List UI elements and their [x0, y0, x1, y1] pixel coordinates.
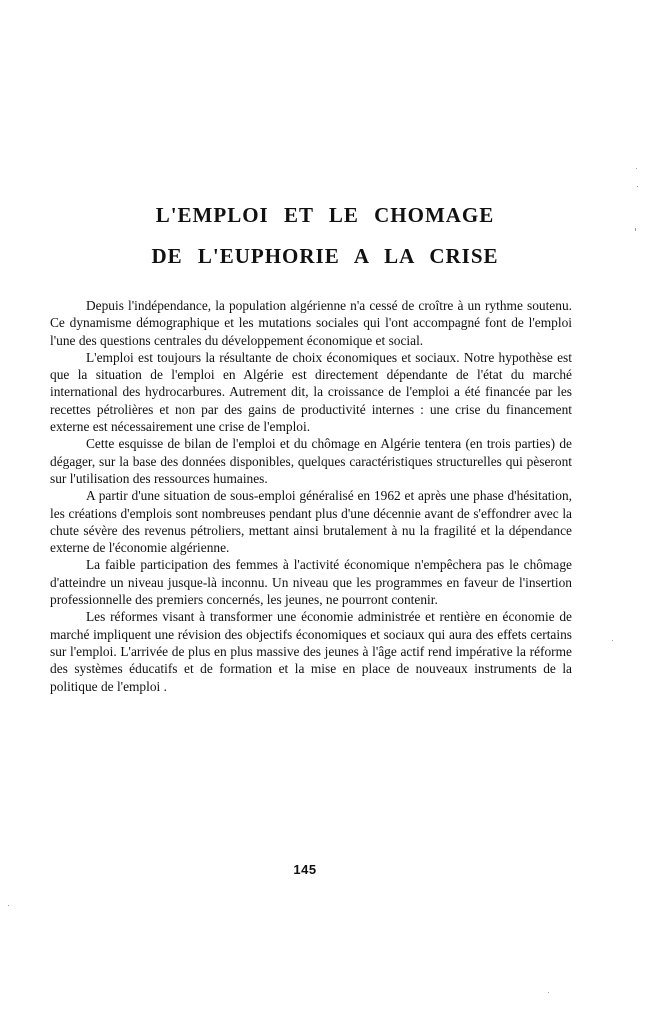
scan-speck: [612, 640, 613, 641]
paragraph: Les réformes visant à transformer une économie administrée et rentière en économie de marché impliquent une révision des objectifs économiques et sociaux qui aura des effets certains sur l'emploi. L'arrivée de plus en plus massive des jeunes à l'âge actif rend impérative la réforme des systèmes éducatifs et de formation et la mise en place de nouveaux instruments de la politique de l'emploi .: [50, 609, 572, 694]
title-line-2: DE L'EUPHORIE A LA CRISE: [151, 244, 499, 268]
scan-speck: [8, 905, 9, 906]
paragraph: L'emploi est toujours la résultante de choix économiques et sociaux. Notre hypothèse est que la situation de l'emploi en Algérie est directement dépendante de l'état du marché international des hydrocarbures. Autrement dit, la croissance de l'emploi a été financée par les recettes pétrolières et non par des gains de productivité internes : une crise du financement externe est nécessairement une crise de l'emploi.: [50, 349, 572, 435]
title-line-1: L'EMPLOI ET LE CHOMAGE: [155, 203, 495, 227]
scan-speck: [637, 186, 638, 187]
paragraph: Depuis l'indépendance, la population algérienne n'a cessé de croître à un rythme soutenu. Ce dynamisme démographique et les mutations sociales qui l'ont accompagné font de l'emploi l'une des questions centrales du développement économique et social.: [50, 298, 572, 348]
scan-speck: [636, 168, 637, 169]
page-number: 145: [293, 862, 317, 877]
paragraph: Cette esquisse de bilan de l'emploi et du chômage en Algérie tentera (en trois parties) de dégager, sur la base des données disponibles, quelques caractéristiques structurelles qui pèseront sur l'utilisation des ressources humaines.: [50, 436, 572, 486]
paragraph: La faible participation des femmes à l'activité économique n'empêchera pas le chômage d'atteindre un niveau jusque-là inconnu. Un niveau que les programmes en faveur de l'insertion professionnelle des premiers concernés, les jeunes, ne pourront contenir.: [50, 557, 572, 608]
paragraph: A partir d'une situation de sous-emploi généralisé en 1962 et après une phase d'hésitation, les créations d'emplois sont nombreuses pendant plus d'une décennie avant de s'effondrer avec la chute sévère des revenus pétroliers, mettant ainsi brutalement à nu la fragilité et la dépendance externe de l'économie algérienne.: [50, 488, 572, 556]
scan-speck: [635, 228, 636, 231]
body-text: [50, 297, 572, 695]
scan-speck: [548, 992, 549, 993]
